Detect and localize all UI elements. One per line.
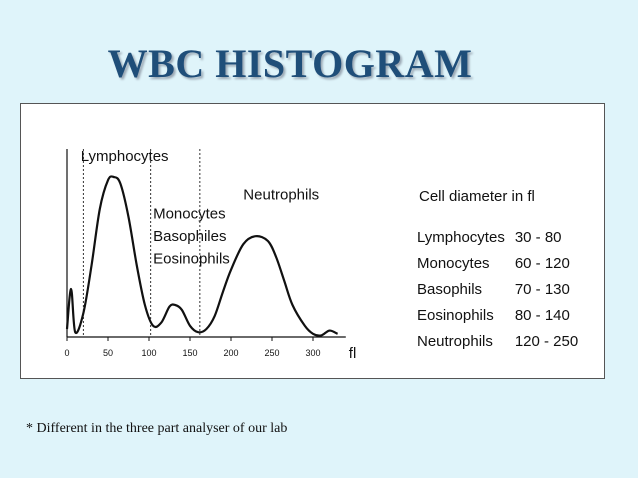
annotation-label: Monocytes: [153, 205, 226, 223]
table-cell-name: Lymphocytes: [417, 228, 505, 246]
table-row: [417, 252, 578, 278]
footnote: * Different in the three part analyser of our lab: [26, 421, 288, 436]
table-cell-name: Eosinophils: [417, 306, 494, 324]
table-row: [417, 226, 578, 252]
table-row: [417, 330, 578, 356]
cell-diameter-table: [417, 226, 578, 356]
x-tick-label: 50: [102, 348, 114, 358]
x-tick-label: 0: [64, 348, 70, 358]
table-cell-range: 120 - 250: [514, 332, 579, 350]
annotation-label: Basophiles: [153, 228, 227, 245]
x-tick-label: 250: [264, 348, 280, 358]
table-row: [417, 304, 578, 330]
table-cell-range: 60 - 120: [514, 254, 570, 272]
annotation-label: Neutrophils: [243, 186, 320, 204]
table-cell-range: 30 - 80: [514, 228, 562, 246]
annotation-label: Eosinophils: [153, 250, 230, 268]
slide-title: WBC HISTOGRAM: [107, 41, 473, 86]
table-cell-range: 80 - 140: [514, 306, 570, 324]
x-tick-label: 200: [223, 348, 239, 358]
table-title: Cell diameter in fl: [419, 188, 535, 205]
table-row: [417, 278, 578, 304]
annotation-label: Lymphocytes: [80, 148, 169, 165]
x-tick-label: 300: [305, 348, 321, 358]
table-cell-name: Monocytes: [417, 254, 490, 272]
histogram-figure: [20, 103, 605, 379]
x-tick-label: 100: [141, 348, 157, 358]
table-cell-range: 70 - 130: [514, 280, 570, 298]
x-axis-label: fl: [348, 345, 357, 362]
x-tick-label: 150: [182, 348, 198, 358]
table-cell-name: Neutrophils: [417, 332, 493, 350]
table-cell-name: Basophils: [417, 280, 483, 298]
